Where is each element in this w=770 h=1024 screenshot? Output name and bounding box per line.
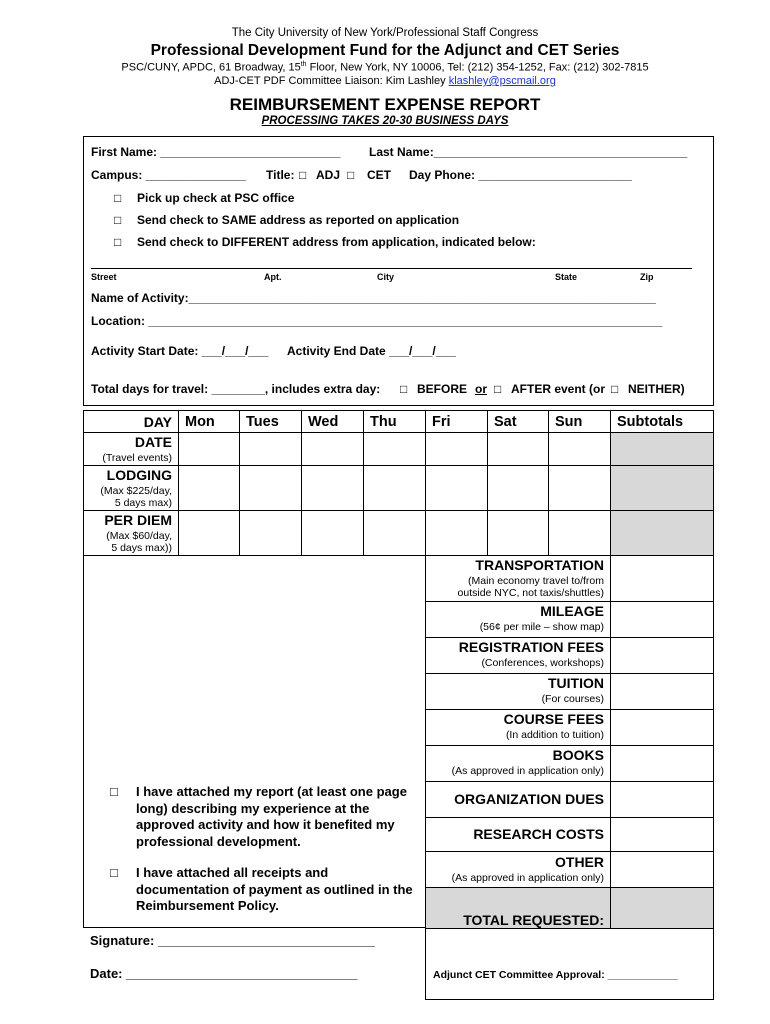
transportation-label: TRANSPORTATION [475,557,604,573]
or-label: or [475,382,487,396]
lodging-note-1: (Max $225/day, [100,485,172,497]
fri-label: Fri [432,414,451,430]
address-post: Floor, New York, NY 10006, Tel: (212) 354-1252, Fax: (212) 302-7815 [306,61,649,74]
org-dues-label: ORGANIZATION DUES [454,791,604,807]
activity-end-date[interactable]: Activity End Date ___/___/___ [287,344,456,358]
total-label: TOTAL REQUESTED: [463,912,604,928]
course-fees-note: (In addition to tuition) [505,729,604,741]
campus-field[interactable]: Campus: _______________ [91,168,246,182]
books-label: BOOKS [552,747,604,763]
date-row-label [83,432,179,466]
registration-label: REGISTRATION FEES [458,639,604,655]
date-tues-cell[interactable] [239,432,302,466]
after-checkbox[interactable]: □ [494,382,502,396]
transportation-note-2: outside NYC, not taxis/shuttles) [457,587,604,599]
perdiem-note-1: (Max $60/day, [106,530,172,542]
approval-box [425,928,714,1000]
report-attestation-text: I have attached my report (at least one page long) describing my experience at the approved activity and how it benefited my professional development. [136,784,407,849]
perdiem-label: PER DIEM [104,512,172,528]
lodging-sun-cell[interactable] [548,465,611,511]
books-amount-cell[interactable] [610,745,714,782]
course-fees-label: COURSE FEES [503,711,604,727]
research-label: RESEARCH COSTS [473,826,604,842]
pickup-checkbox[interactable]: □ [114,191,122,205]
adj-label: ADJ [316,168,341,182]
city-label: City [377,272,395,282]
after-label: AFTER event (or [511,382,606,396]
total-days-field[interactable]: Total days for travel: ________, includes extra day: [91,382,381,396]
lodging-sat-cell[interactable] [487,465,549,511]
subtotals-label: Subtotals [617,414,684,430]
liaison-email-link[interactable]: klashley@pscmail.org [448,75,556,87]
address-sup: th [300,61,307,68]
street-label: Street [91,272,117,282]
mileage-label-cell [425,601,611,638]
mon-label: Mon [185,414,215,430]
perdiem-tues-cell[interactable] [239,510,302,556]
sat-label: Sat [494,414,517,430]
perdiem-thu-cell[interactable] [363,510,426,556]
perdiem-fri-cell[interactable] [425,510,488,556]
last-name-field[interactable]: Last Name:______________________________________ [369,145,688,159]
day-header-cell [83,410,179,433]
perdiem-note-2: 5 days max)) [111,542,172,554]
perdiem-sat-cell[interactable] [487,510,549,556]
sat-header [487,410,549,433]
sun-header [548,410,611,433]
report-title: REIMBURSEMENT EXPENSE REPORT [229,95,541,114]
apt-label: Apt. [264,272,282,282]
lodging-subtotal-cell [610,465,714,511]
course-fees-label-cell [425,709,611,746]
first-name-field[interactable]: First Name: ___________________________ [91,145,341,159]
mileage-amount-cell[interactable] [610,601,714,638]
neither-label: NEITHER) [628,382,685,396]
perdiem-subtotal-cell [610,510,714,556]
date-wed-cell[interactable] [301,432,364,466]
lodging-mon-cell[interactable] [178,465,240,511]
lodging-note-2: 5 days max) [114,497,172,509]
tuition-label: TUITION [548,675,604,691]
tues-label: Tues [246,414,279,430]
report-checkbox[interactable]: □ [110,784,118,799]
neither-checkbox[interactable]: □ [611,382,619,396]
registration-amount-cell[interactable] [610,637,714,674]
total-label-cell [425,887,611,929]
title-label: Title: [266,168,295,182]
thu-label: Thu [370,414,397,430]
registration-label-cell [425,637,611,674]
before-checkbox[interactable]: □ [400,382,408,396]
expense-grid [83,410,714,1000]
other-amount-cell[interactable] [610,851,714,888]
different-address-checkbox[interactable]: □ [114,235,122,249]
date-note: (Travel events) [102,452,172,464]
zip-label: Zip [640,272,654,282]
perdiem-row-label [83,510,179,556]
perdiem-sun-cell[interactable] [548,510,611,556]
sun-label: Sun [555,414,583,430]
transportation-amount-cell[interactable] [610,555,714,602]
lodging-thu-cell[interactable] [363,465,426,511]
other-note: (As approved in application only) [451,872,604,884]
research-amount-cell[interactable] [610,817,714,852]
liaison-line [0,75,770,87]
receipts-checkbox[interactable]: □ [110,865,118,880]
perdiem-wed-cell[interactable] [301,510,364,556]
lodging-wed-cell[interactable] [301,465,364,511]
fri-header [425,410,488,433]
mon-header [178,410,240,433]
org-dues-amount-cell[interactable] [610,781,714,818]
date-field[interactable]: Date: ________________________________ [90,966,358,981]
date-subtotal-cell [610,432,714,466]
same-address-checkbox[interactable]: □ [114,213,122,227]
liaison-prefix: ADJ-CET PDF Committee Liaison: Kim Lashley [214,75,449,87]
date-thu-cell[interactable] [363,432,426,466]
date-sun-cell[interactable] [548,432,611,466]
mileage-label: MILEAGE [540,603,604,619]
state-label: State [555,272,578,282]
signature-field[interactable]: Signature: ______________________________ [90,933,375,948]
adj-checkbox[interactable]: □ [299,168,307,182]
lodging-row-label [83,465,179,511]
wed-header [301,410,364,433]
cet-checkbox[interactable]: □ [347,168,355,182]
lodging-tues-cell[interactable] [239,465,302,511]
other-label: OTHER [555,854,604,870]
org-line: The City University of New York/Professional Staff Congress [231,27,539,39]
location-field[interactable]: Location: _____________________________________________________________________________ [91,314,663,328]
address-line-rule[interactable] [91,268,692,269]
cet-label: CET [367,168,391,182]
report-attestation [110,784,415,850]
processing-note: PROCESSING TAKES 20-30 BUSINESS DAYS [261,115,509,127]
lodging-label: LODGING [106,467,172,483]
transportation-label-cell [425,555,611,602]
pickup-option: Pick up check at PSC office [137,191,295,205]
address-pre: PSC/CUNY, APDC, 61 Broadway, 15 [121,61,301,74]
registration-note: (Conferences, workshops) [481,657,604,669]
address-line [0,61,770,74]
total-amount-cell[interactable] [610,887,714,929]
committee-approval-field[interactable]: Adjunct CET Committee Approval: ____________ [433,969,678,981]
different-address-option: Send check to DIFFERENT address from application, indicated below: [137,235,536,249]
day-phone-field[interactable]: Day Phone: _______________________ [409,168,632,182]
date-label: DATE [134,434,172,450]
course-fees-amount-cell[interactable] [610,709,714,746]
org-dues-label-cell [425,781,611,818]
tuition-label-cell [425,673,611,710]
date-mon-cell[interactable] [178,432,240,466]
lodging-fri-cell[interactable] [425,465,488,511]
tuition-amount-cell[interactable] [610,673,714,710]
tuition-note: (For courses) [541,693,604,705]
receipts-attestation [110,865,415,915]
transportation-note-1: (Main economy travel to/from [468,575,604,587]
activity-start-date[interactable]: Activity Start Date: ___/___/___ [91,344,269,358]
receipts-attestation-text: I have attached all receipts and documentation of payment as outlined in the Reimbursement Policy. [136,865,413,913]
fund-title: Professional Development Fund for the Adjunct and CET Series [150,42,620,59]
day-label: DAY [143,414,172,430]
same-address-option: Send check to SAME address as reported on application [137,213,460,227]
tues-header [239,410,302,433]
activity-name-field[interactable]: Name of Activity:______________________________________________________________________ [91,291,656,305]
thu-header [363,410,426,433]
perdiem-mon-cell[interactable] [178,510,240,556]
research-label-cell [425,817,611,852]
before-label: BEFORE [417,382,468,396]
wed-label: Wed [308,414,339,430]
date-sat-cell[interactable] [487,432,549,466]
books-label-cell [425,745,611,782]
mileage-note: (56¢ per mile – show map) [479,621,604,633]
books-note: (As approved in application only) [451,765,604,777]
subtotals-header [610,410,714,433]
other-label-cell [425,851,611,888]
applicant-info-box [83,136,714,406]
date-fri-cell[interactable] [425,432,488,466]
